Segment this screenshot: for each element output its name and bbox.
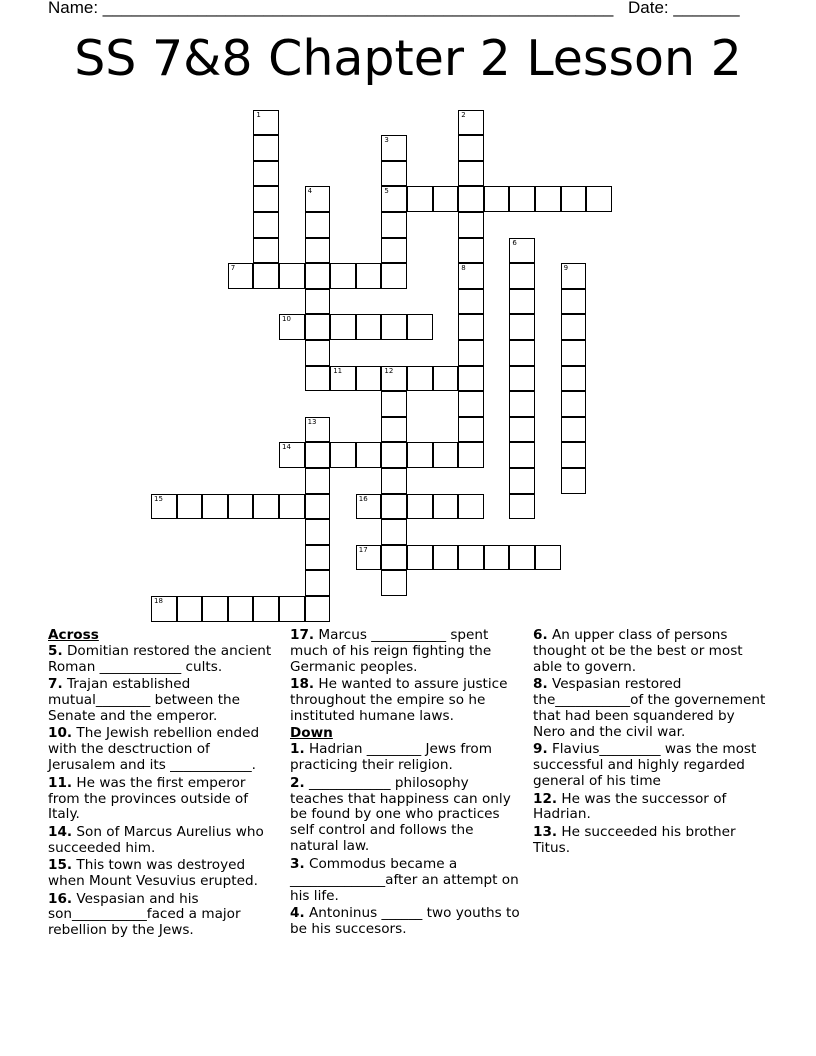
grid-cell[interactable]	[509, 417, 535, 443]
clue-across-5: 5. Domitian restored the ancient Roman ____________ cults.	[48, 642, 272, 675]
grid-cell[interactable]	[177, 494, 203, 520]
page-title: SS 7&8 Chapter 2 Lesson 2	[74, 30, 742, 87]
grid-cell[interactable]	[356, 545, 382, 571]
grid-cell[interactable]	[381, 468, 407, 494]
grid-cell[interactable]	[484, 545, 510, 571]
grid-cell[interactable]	[228, 494, 254, 520]
grid-cell[interactable]	[253, 212, 279, 238]
grid-cell[interactable]	[433, 494, 459, 520]
grid-cell[interactable]	[407, 314, 433, 340]
grid-cell[interactable]	[407, 186, 433, 212]
clue-down-6: 6. An upper class of persons thought ot be the best or most able to govern.	[533, 627, 743, 675]
clue-across-16: 16. Vespasian and his son___________faced a major rebellion by the Jews.	[48, 890, 241, 939]
grid-cell[interactable]	[509, 494, 535, 520]
clue-across-17: 17. Marcus ___________ spent much of his reign fighting the Germanic peoples.	[290, 627, 492, 675]
clue-across-7: 7. Trajan established mutual________ between the Senate and the emperor.	[48, 676, 241, 725]
grid-cell[interactable]	[381, 545, 407, 571]
grid-cell[interactable]	[305, 545, 331, 571]
grid-cell[interactable]	[458, 391, 484, 417]
grid-clue-number: 2	[461, 110, 466, 119]
across-heading: Across	[48, 627, 99, 643]
grid-clue-number: 5	[384, 187, 389, 196]
grid-cell[interactable]	[381, 519, 407, 545]
grid-cell[interactable]	[202, 596, 228, 622]
grid-cell[interactable]	[458, 289, 484, 315]
grid-cell[interactable]	[561, 289, 587, 315]
grid-cell[interactable]	[330, 263, 356, 289]
grid-cell[interactable]	[458, 417, 484, 443]
grid-cell[interactable]	[433, 545, 459, 571]
name-field-label: Name: ______________________________________________________	[48, 0, 614, 17]
grid-cell[interactable]	[151, 596, 177, 622]
grid-clue-number: 9	[563, 264, 569, 273]
grid-clue-number: 4	[307, 187, 313, 196]
grid-cell[interactable]	[305, 570, 331, 596]
grid-cell[interactable]	[253, 110, 279, 136]
grid-cell[interactable]	[279, 314, 305, 340]
grid-cell[interactable]	[458, 366, 484, 392]
grid-cell[interactable]	[458, 238, 484, 264]
grid-cell[interactable]	[433, 366, 459, 392]
grid-clue-number: 6	[512, 238, 517, 247]
grid-cell[interactable]	[509, 186, 535, 212]
grid-cell[interactable]	[381, 212, 407, 238]
grid-cell[interactable]	[253, 494, 279, 520]
grid-cell[interactable]	[586, 186, 612, 212]
grid-cell[interactable]	[381, 314, 407, 340]
clue-down-8: 8. Vespasian restored the___________of the governement that had been squandered by Nero and the civil war.	[533, 676, 766, 740]
down-heading: Down	[290, 725, 333, 742]
grid-cell[interactable]	[305, 417, 331, 443]
clue-across-10: 10. The Jewish rebellion ended with the desctruction of Jerusalem and its ____________.	[48, 725, 260, 774]
clue-column-3	[533, 628, 769, 858]
grid-clue-number: 16	[358, 494, 368, 503]
grid-cell[interactable]	[407, 366, 433, 392]
grid-cell[interactable]	[330, 442, 356, 468]
grid-cell[interactable]	[458, 135, 484, 161]
grid-clue-number: 18	[154, 597, 163, 605]
grid-cell[interactable]	[177, 596, 203, 622]
grid-cell[interactable]	[381, 161, 407, 187]
clue-across-15: 15. This town was destroyed when Mount Vesuvius erupted.	[48, 857, 258, 890]
grid-cell[interactable]	[305, 314, 331, 340]
grid-clue-number: 12	[384, 366, 394, 375]
grid-cell[interactable]	[253, 263, 279, 289]
grid-cell[interactable]	[381, 442, 407, 468]
grid-cell[interactable]	[228, 596, 254, 622]
grid-cell[interactable]	[458, 186, 484, 212]
grid-cell[interactable]	[509, 263, 535, 289]
clue-column-2	[290, 628, 524, 939]
grid-cell[interactable]	[458, 314, 484, 340]
grid-cell[interactable]	[356, 314, 382, 340]
grid-cell[interactable]	[561, 186, 587, 212]
grid-cell[interactable]	[253, 596, 279, 622]
grid-cell[interactable]	[305, 238, 331, 264]
grid-cell[interactable]	[279, 263, 305, 289]
grid-clue-number: 14	[282, 443, 291, 452]
grid-cell[interactable]	[253, 135, 279, 161]
grid-cell[interactable]	[356, 366, 382, 392]
grid-cell[interactable]	[279, 596, 305, 622]
grid-clue-number: 10	[282, 315, 291, 324]
grid-cell[interactable]	[151, 494, 177, 520]
clue-column-1	[48, 628, 280, 941]
grid-cell[interactable]	[561, 263, 587, 289]
grid-cell[interactable]	[305, 212, 331, 238]
clue-down-4: 4. Antoninus ______ two youths to be his succesors.	[290, 904, 520, 937]
grid-cell[interactable]	[381, 570, 407, 596]
grid-cell[interactable]	[484, 186, 510, 212]
grid-cell[interactable]	[561, 366, 587, 392]
clue-down-1: 1. Hadrian ________ Jews from practicing their religion.	[290, 741, 492, 774]
grid-cell[interactable]	[381, 135, 407, 161]
grid-cell[interactable]	[535, 186, 561, 212]
grid-cell[interactable]	[305, 494, 331, 520]
clue-across-18: 18. He wanted to assure justice throughout the empire so he instituted humane laws.	[290, 676, 508, 725]
grid-cell[interactable]	[407, 545, 433, 571]
grid-cell[interactable]	[305, 263, 331, 289]
grid-cell[interactable]	[381, 494, 407, 520]
clue-down-2: 2. ____________ philosophy teaches that happiness can only be found by one who practices self control and follows the natural law.	[290, 774, 511, 855]
grid-cell[interactable]	[253, 238, 279, 264]
date-field-label: Date: _______	[628, 0, 740, 17]
grid-cell[interactable]	[509, 391, 535, 417]
grid-cell[interactable]	[228, 263, 254, 289]
grid-cell[interactable]	[381, 417, 407, 443]
grid-cell[interactable]	[535, 545, 561, 571]
grid-cell[interactable]	[458, 442, 484, 468]
grid-cell[interactable]	[330, 314, 356, 340]
grid-cell[interactable]	[561, 468, 587, 494]
grid-cell[interactable]	[561, 442, 587, 468]
grid-cell[interactable]	[305, 442, 331, 468]
grid-cell[interactable]	[279, 494, 305, 520]
grid-clue-number: 17	[358, 545, 368, 554]
grid-cell[interactable]	[458, 545, 484, 571]
grid-cell[interactable]	[381, 263, 407, 289]
grid-cell[interactable]	[305, 468, 331, 494]
grid-cell[interactable]	[253, 186, 279, 212]
grid-cell[interactable]	[305, 519, 331, 545]
grid-cell[interactable]	[433, 186, 459, 212]
grid-clue-number: 13	[307, 417, 317, 426]
grid-cell[interactable]	[561, 340, 587, 366]
grid-cell[interactable]	[458, 161, 484, 187]
clue-down-3: 3. Commodus became a ______________after an attempt on his life.	[290, 855, 519, 904]
grid-cell[interactable]	[305, 186, 331, 212]
grid-cell[interactable]	[381, 186, 407, 212]
clue-across-11: 11. He was the first emperor from the provinces outside of Italy.	[48, 774, 249, 823]
grid-cell[interactable]	[202, 494, 228, 520]
clue-down-9: 9. Flavius_________ was the most successful and highly regarded general of his time	[533, 741, 757, 790]
grid-cell[interactable]	[407, 442, 433, 468]
grid-cell[interactable]	[305, 596, 331, 622]
grid-cell[interactable]	[458, 340, 484, 366]
grid-cell[interactable]	[330, 366, 356, 392]
grid-cell[interactable]	[458, 212, 484, 238]
grid-cell[interactable]	[305, 366, 331, 392]
grid-clue-number: 11	[333, 366, 343, 375]
clue-down-13: 13. He succeeded his brother Titus.	[533, 823, 736, 856]
grid-cell[interactable]	[509, 545, 535, 571]
grid-cell[interactable]	[305, 289, 331, 315]
grid-cell[interactable]	[305, 340, 331, 366]
grid-cell[interactable]	[381, 238, 407, 264]
grid-cell[interactable]	[356, 442, 382, 468]
grid-clue-number: 7	[230, 264, 236, 273]
grid-cell[interactable]	[458, 494, 484, 520]
grid-cell[interactable]	[253, 161, 279, 187]
grid-cell[interactable]	[458, 263, 484, 289]
grid-clue-number: 3	[384, 136, 389, 145]
grid-cell[interactable]	[381, 391, 407, 417]
grid-clue-number: 1	[256, 110, 261, 119]
grid-cell[interactable]	[279, 442, 305, 468]
grid-cell[interactable]	[356, 263, 382, 289]
grid-cell[interactable]	[509, 468, 535, 494]
grid-cell[interactable]	[509, 366, 535, 392]
clue-across-14: 14. Son of Marcus Aurelius who succeeded him.	[48, 823, 264, 856]
clue-down-12: 12. He was the successor of Hadrian.	[533, 790, 727, 823]
grid-cell[interactable]	[433, 442, 459, 468]
grid-cell[interactable]	[561, 417, 587, 443]
grid-cell[interactable]	[509, 238, 535, 264]
grid-cell[interactable]	[509, 314, 535, 340]
grid-cell[interactable]	[381, 366, 407, 392]
grid-cell[interactable]	[561, 391, 587, 417]
grid-clue-number: 15	[154, 494, 163, 503]
grid-cell[interactable]	[509, 442, 535, 468]
grid-cell[interactable]	[509, 289, 535, 315]
grid-cell[interactable]	[458, 110, 484, 136]
grid-cell[interactable]	[561, 314, 587, 340]
grid-cell[interactable]	[407, 494, 433, 520]
grid-cell[interactable]	[356, 494, 382, 520]
grid-cell[interactable]	[509, 340, 535, 366]
grid-clue-number: 8	[461, 264, 466, 273]
